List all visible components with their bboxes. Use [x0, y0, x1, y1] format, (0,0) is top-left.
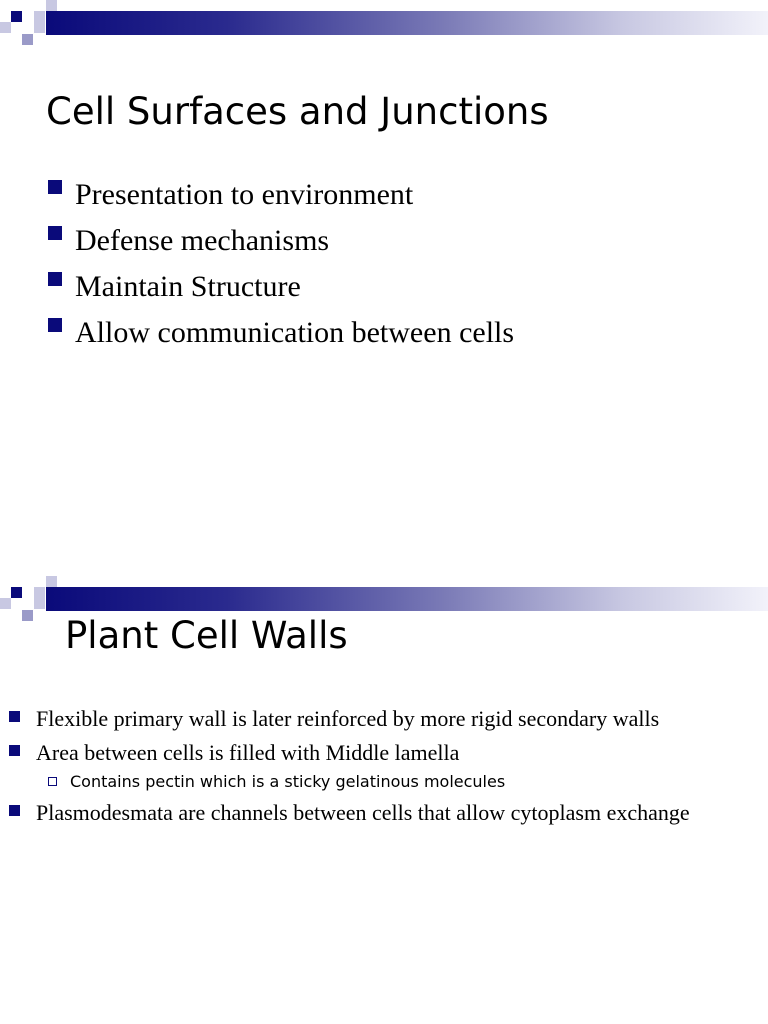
- slide-title: Cell Surfaces and Junctions: [46, 90, 549, 133]
- bullet-item: [8, 736, 690, 770]
- square-bullet-icon: [48, 318, 62, 332]
- decorative-square: [0, 22, 11, 33]
- decorative-square: [34, 587, 45, 598]
- decorative-square: [34, 598, 45, 609]
- bullet-text: Defense mechanisms: [75, 224, 330, 257]
- decorative-square: [22, 610, 33, 621]
- decorative-square: [0, 598, 11, 609]
- bullet-text: Area between cells is filled with Middle lamella: [36, 740, 460, 765]
- bullet-item: [46, 264, 514, 310]
- slide-plant-cell-walls: [0, 576, 768, 1024]
- bullet-text: Maintain Structure: [75, 270, 301, 303]
- square-bullet-icon: [48, 180, 62, 194]
- header-gradient-bar: [46, 587, 768, 611]
- decorative-square: [46, 576, 57, 587]
- decorative-square: [46, 0, 57, 11]
- decorative-square: [34, 22, 45, 33]
- square-bullet-icon: [9, 711, 20, 722]
- bullet-item: [46, 172, 514, 218]
- hollow-square-bullet-icon: [48, 777, 57, 786]
- sub-bullet-text: Contains pectin which is a sticky gelatinous molecules: [70, 772, 506, 791]
- bullet-text: Plasmodesmata are channels between cells that allow cytoplasm exchange: [36, 800, 690, 825]
- bullet-item: [46, 310, 514, 356]
- header-gradient-bar: [46, 11, 768, 35]
- decorative-square: [11, 587, 22, 598]
- bullet-list: [8, 702, 690, 830]
- square-bullet-icon: [48, 226, 62, 240]
- bullet-item: [46, 218, 514, 264]
- bullet-text: Presentation to environment: [75, 178, 414, 211]
- bullet-list: [46, 172, 514, 356]
- decorative-square: [34, 11, 45, 22]
- decorative-square: [22, 34, 33, 45]
- sub-bullet-item: [8, 770, 690, 794]
- bullet-item: [8, 796, 690, 830]
- square-bullet-icon: [9, 745, 20, 756]
- slide-title: Plant Cell Walls: [65, 614, 348, 657]
- square-bullet-icon: [9, 805, 20, 816]
- bullet-text: Allow communication between cells: [75, 316, 515, 349]
- decorative-square: [11, 11, 22, 22]
- bullet-text: Flexible primary wall is later reinforced by more rigid secondary walls: [36, 706, 660, 731]
- square-bullet-icon: [48, 272, 62, 286]
- bullet-item: [8, 702, 690, 736]
